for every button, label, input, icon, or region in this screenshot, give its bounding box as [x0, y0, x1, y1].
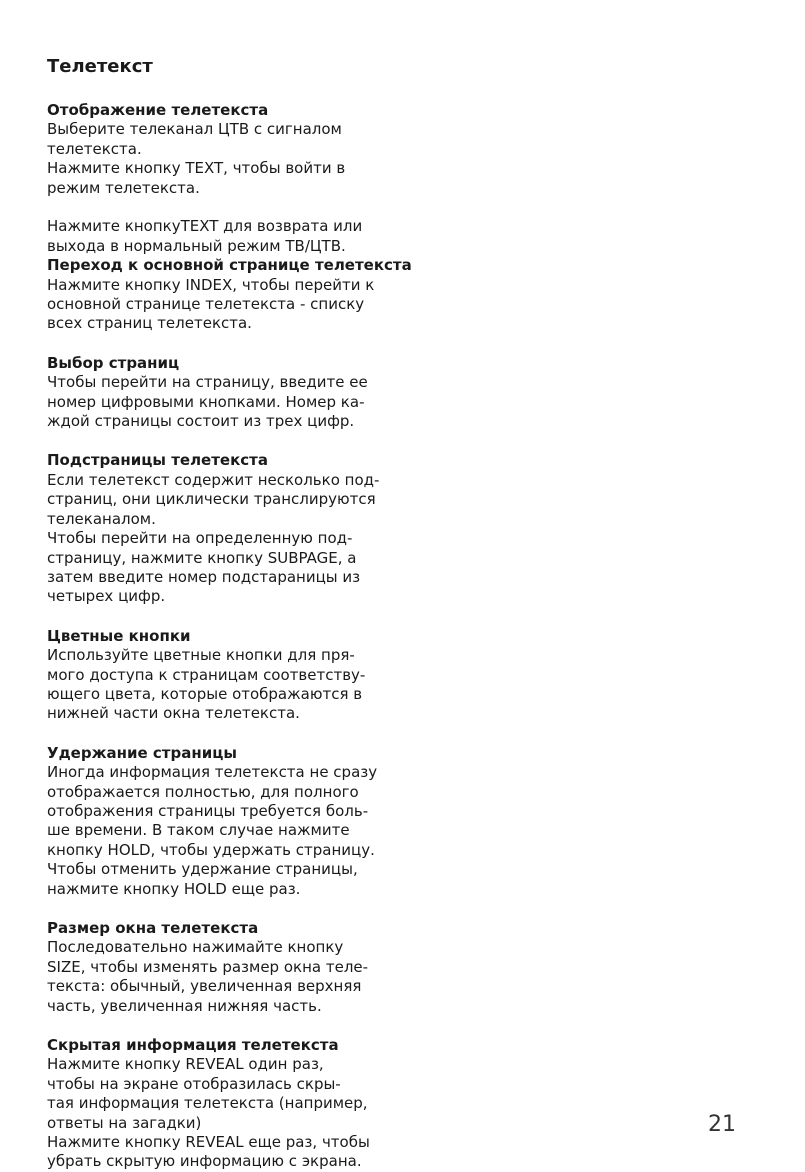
- section-page-hold: [47, 744, 387, 899]
- section-text-line: Нажмите кнопку REVEAL один раз,: [47, 1055, 324, 1074]
- section-text-line: Выберите телеканал ЦТВ с сигналом: [47, 120, 342, 139]
- section-index: [47, 256, 412, 334]
- section-text-line: мого доступа к страницам соответству-: [47, 665, 366, 684]
- section-text-line: Чтобы перейти на определенную под-: [47, 529, 353, 548]
- section-text-line: Чтобы перейти на страницу, введите ее: [47, 373, 368, 392]
- section-page-select: [47, 354, 387, 432]
- section-text-line: Нажмите кнопку REVEAL еще раз, чтобы: [47, 1133, 370, 1152]
- section-text-line: Нажмите кнопку INDEX, чтобы перейти к: [47, 275, 375, 294]
- page-title: Телетекст: [47, 56, 153, 77]
- section-text-line: тая информация телетекста (например,: [47, 1094, 368, 1113]
- section-text-line: номер цифровыми кнопками. Номер ка-: [47, 392, 365, 411]
- section-text-line: Последовательно нажимайте кнопку: [47, 938, 344, 957]
- section-text-line: режим телетекста.: [47, 178, 200, 197]
- section-text-line: Нажмите кнопку TEXT, чтобы войти в: [47, 159, 346, 178]
- section-text-line: SIZE, чтобы изменять размер окна теле-: [47, 957, 369, 976]
- section-text-line: Чтобы отменить удержание страницы,: [47, 860, 358, 879]
- section-text-line: нижней части окна телетекста.: [47, 704, 300, 723]
- page-number: 21: [708, 1112, 736, 1137]
- section-text-line: Нажмите кнопкуTEXT для возврата или: [47, 217, 363, 236]
- section-heading: Цветные кнопки: [47, 626, 191, 645]
- section-text-line: чтобы на экране отобразилась скры-: [47, 1074, 341, 1093]
- section-text-line: отображается полностью, для полного: [47, 782, 359, 801]
- section-heading: Размер окна телетекста: [47, 919, 259, 938]
- section-text-line: Используйте цветные кнопки для пря-: [47, 646, 355, 665]
- section-text-line: нажмите кнопку HOLD еще раз.: [47, 879, 301, 898]
- section-text-line: страниц, они циклически транслируются: [47, 490, 376, 509]
- section-text-line: ждой страницы состоит из трех цифр.: [47, 412, 355, 431]
- section-text-line: отображения страницы требуется боль-: [47, 801, 369, 820]
- section-text-line: ющего цвета, которые отображаются в: [47, 684, 363, 703]
- section-color-buttons: [47, 627, 387, 724]
- section-text-line: Если телетекст содержит несколько под-: [47, 470, 380, 489]
- section-text-line: страницу, нажмите кнопку SUBPAGE, а: [47, 548, 357, 567]
- section-text-line: ответы на загадки): [47, 1113, 202, 1132]
- section-text-line: Иногда информация телетекста не сразу: [47, 763, 378, 782]
- section-subpages: [47, 451, 387, 606]
- section-text-line: выхода в нормальный режим ТВ/ЦТВ.: [47, 236, 346, 255]
- section-text-line: затем введите номер подстараницы из: [47, 567, 361, 586]
- section-text-line: телетекста.: [47, 139, 142, 158]
- page-content: [47, 56, 412, 1172]
- section-window-size: [47, 919, 387, 1016]
- section-heading: Отображение телетекста: [47, 101, 269, 119]
- section-text-line: убрать скрытую информацию с экрана.: [47, 1152, 362, 1171]
- section-reveal: [47, 1036, 387, 1172]
- section-display: [47, 101, 387, 256]
- section-text-line: текста: обычный, увеличенная верхняя: [47, 977, 362, 996]
- section-text-line: четырех цифр.: [47, 587, 166, 606]
- section-heading: Подстраницы телетекста: [47, 451, 268, 470]
- section-heading: Выбор страниц: [47, 353, 180, 372]
- section-heading: Удержание страницы: [47, 743, 237, 762]
- blank-line: [47, 198, 387, 217]
- section-text-line: ше времени. В таком случае нажмите: [47, 821, 350, 840]
- section-heading: Скрытая информация телетекста: [47, 1036, 339, 1055]
- section-text-line: основной странице телетекста - списку: [47, 295, 365, 314]
- section-text-line: часть, увеличенная нижняя часть.: [47, 996, 322, 1015]
- section-heading: Переход к основной странице телетекста: [47, 256, 412, 275]
- section-text-line: всех страниц телетекста.: [47, 314, 252, 333]
- section-text-line: кнопку HOLD, чтобы удержать страницу.: [47, 840, 375, 859]
- section-text-line: телеканалом.: [47, 509, 156, 528]
